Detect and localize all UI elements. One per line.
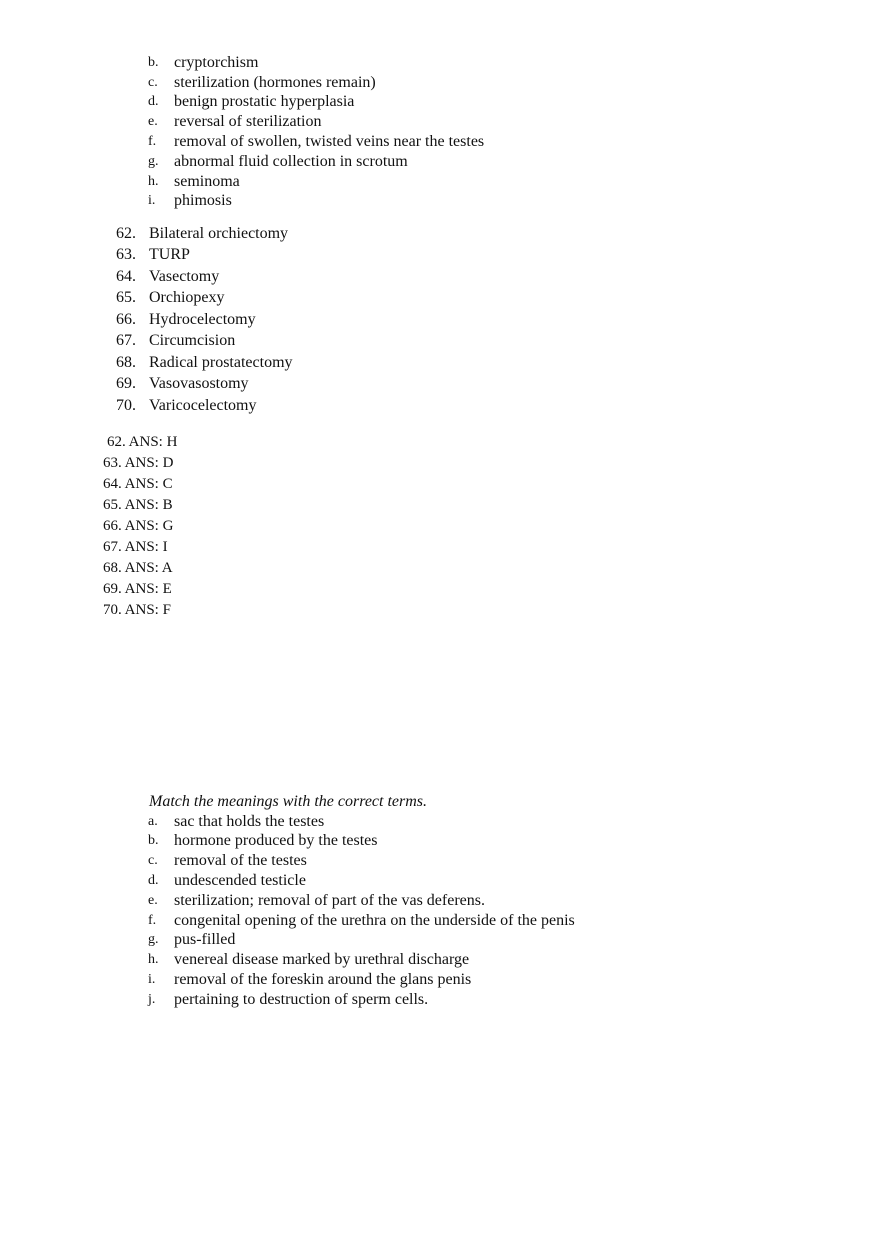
option-letter: c. — [148, 75, 158, 90]
option-text: congenital opening of the urethra on the underside of the penis — [174, 912, 575, 929]
option-text: reversal of sterilization — [174, 113, 322, 130]
option-letter: e. — [148, 893, 158, 908]
option-letter: f. — [148, 913, 157, 928]
option-letter: d. — [148, 94, 159, 109]
option-text: pus-filled — [174, 931, 236, 948]
answer-item: 70. ANS: F — [103, 602, 171, 618]
option-letter: g. — [148, 932, 159, 947]
option-letter: i. — [148, 972, 156, 987]
option-text: venereal disease marked by urethral discharge — [174, 951, 470, 968]
option-text: cryptorchism — [174, 54, 259, 71]
question-number: 68. — [116, 354, 136, 371]
option-letter: b. — [148, 55, 159, 70]
option-text: removal of the foreskin around the glans penis — [174, 971, 472, 988]
question-text: Circumcision — [149, 332, 236, 349]
option-text: sterilization (hormones remain) — [174, 74, 376, 91]
section-instruction: Match the meanings with the correct terms. — [149, 793, 428, 810]
question-number: 65. — [116, 289, 136, 306]
question-number: 70. — [116, 397, 136, 414]
question-text: Orchiopexy — [149, 289, 225, 306]
answer-item: 67. ANS: I — [103, 539, 168, 555]
answer-item: 68. ANS: A — [103, 560, 173, 576]
option-text: sterilization; removal of part of the vas deferens. — [174, 892, 485, 909]
option-letter: a. — [148, 814, 158, 829]
option-letter: d. — [148, 873, 159, 888]
option-text: removal of the testes — [174, 852, 307, 869]
option-letter: g. — [148, 154, 159, 169]
answer-item: 65. ANS: B — [103, 497, 173, 513]
question-text: TURP — [149, 246, 190, 263]
option-text: sac that holds the testes — [174, 813, 325, 830]
option-text: benign prostatic hyperplasia — [174, 93, 355, 110]
question-text: Varicocelectomy — [149, 397, 257, 414]
option-text: phimosis — [174, 192, 232, 209]
answer-item: 62. ANS: H — [107, 434, 178, 450]
option-text: pertaining to destruction of sperm cells. — [174, 991, 429, 1008]
option-letter: e. — [148, 114, 158, 129]
question-text: Vasovasostomy — [149, 375, 249, 392]
answer-item: 66. ANS: G — [103, 518, 174, 534]
option-text: undescended testicle — [174, 872, 306, 889]
option-letter: h. — [148, 952, 159, 967]
option-text: abnormal fluid collection in scrotum — [174, 153, 408, 170]
option-text: removal of swollen, twisted veins near the testes — [174, 133, 485, 150]
option-letter: j. — [148, 992, 156, 1007]
question-text: Hydrocelectomy — [149, 311, 256, 328]
option-letter: f. — [148, 134, 157, 149]
question-number: 63. — [116, 246, 136, 263]
option-letter: i. — [148, 193, 156, 208]
option-text: seminoma — [174, 173, 240, 190]
option-letter: c. — [148, 853, 158, 868]
question-text: Vasectomy — [149, 268, 220, 285]
question-number: 64. — [116, 268, 136, 285]
question-number: 62. — [116, 225, 136, 242]
question-number: 69. — [116, 375, 136, 392]
option-text: hormone produced by the testes — [174, 832, 378, 849]
question-text: Radical prostatectomy — [149, 354, 293, 371]
answer-item: 69. ANS: E — [103, 581, 172, 597]
question-number: 67. — [116, 332, 136, 349]
question-number: 66. — [116, 311, 136, 328]
option-letter: b. — [148, 833, 159, 848]
question-text: Bilateral orchiectomy — [149, 225, 289, 242]
answer-item: 64. ANS: C — [103, 476, 173, 492]
answer-item: 63. ANS: D — [103, 455, 174, 471]
option-letter: h. — [148, 174, 159, 189]
